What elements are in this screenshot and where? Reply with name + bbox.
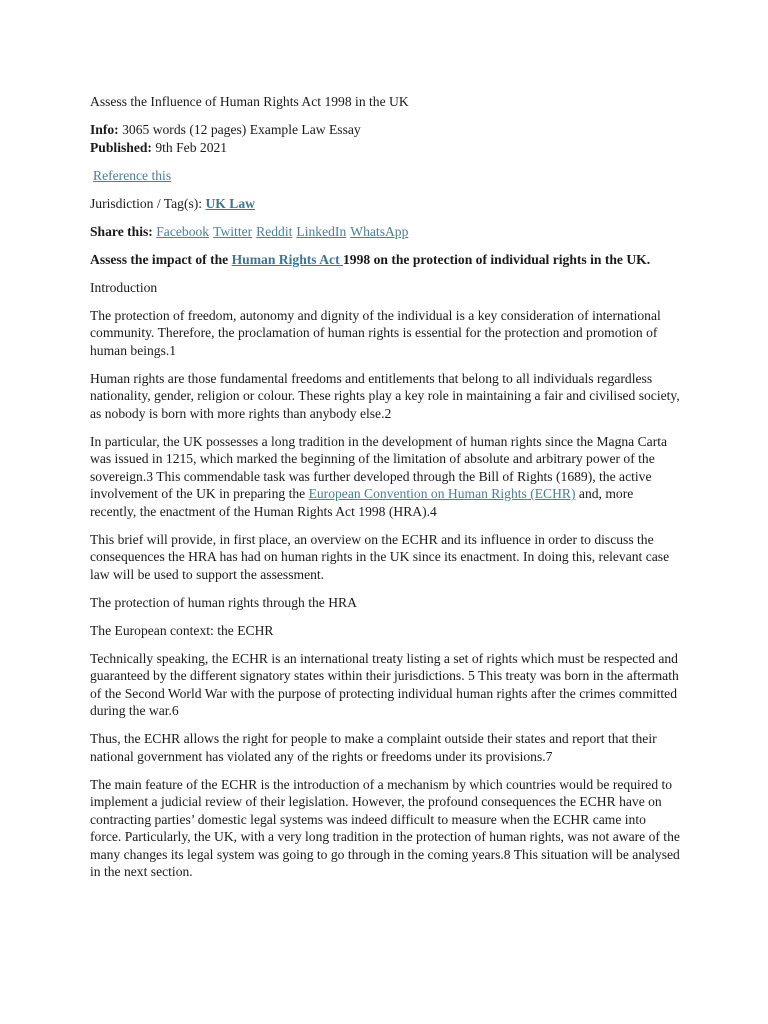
reference-this-link[interactable]: Reference this (93, 167, 172, 183)
paragraph-7: The main feature of the ECHR is the introduction of a mechanism by which countries would be required to implement a judicial review of their legislation. However, the profound consequences the ECHR have on contracting parties’ domestic legal systems was indeed difficult to measure when the ECHR came into force. Particularly, the UK, with a very long tradition in the protection of human rights, was not aware of the many changes its legal system was going to go through in the coming years.8 This situation will be analysed in the next section. (90, 776, 680, 879)
section-heading-hra: The protection of human rights through the HRA (90, 594, 357, 610)
paragraph-4: This brief will provide, in first place, an overview on the ECHR and its influence in order to discuss the consequences the HRA has had on human rights in the UK since its enactment. In doing this, relevant case law will be used to support the assessment. (90, 531, 670, 582)
paragraph-5: Technically speaking, the ECHR is an international treaty listing a set of rights which must be respected and guaranteed by the different signatory states within their jurisdictions. 5 This treaty was born in the aftermath of the Second World War with the purpose of protecting individual human rights after the crimes committed during the war.6 (90, 650, 679, 718)
paragraph-3 (90, 433, 680, 521)
tag-uk-law-link[interactable]: UK Law (205, 195, 255, 211)
paragraph-3-text-before: In particular, the UK possesses a long tradition in the development of human rights since the Magna Carta was issued in 1215, which marked the beginning of the limitation of absolute and arbitrary power of the sovereign.3 This commendable task was further developed through the Bill of Rights (1689), the active involvement of the UK in preparing the (90, 433, 668, 501)
share-label: Share this: (90, 223, 153, 239)
page-title: Assess the Influence of Human Rights Act 1998 in the UK (90, 94, 409, 109)
share-linkedin-link[interactable]: LinkedIn (296, 223, 347, 239)
article (90, 93, 680, 891)
question-text-before: Assess the impact of the (90, 251, 232, 267)
share-row (90, 223, 680, 241)
paragraph-3-text-after: and, more recently, the enactment of the Human Rights Act 1998 (HRA).4 (90, 486, 634, 519)
essay-question (90, 251, 680, 269)
jurisdiction-label: Jurisdiction / Tag(s): (90, 195, 206, 211)
share-reddit-link[interactable]: Reddit (256, 223, 293, 239)
info-label: Info: (90, 122, 119, 137)
jurisdiction-row (90, 195, 680, 213)
section-heading-echr: The European context: the ECHR (90, 622, 274, 638)
share-twitter-link[interactable]: Twitter (213, 223, 253, 239)
share-whatsapp-link[interactable]: WhatsApp (350, 223, 409, 239)
section-heading-introduction: Introduction (90, 279, 158, 295)
paragraph-2: Human rights are those fundamental freedoms and entitlements that belong to all individuals regardless nationality, gender, religion or colour. These rights play a key role in maintaining a fair and civilised society, as nobody is born with more rights than anybody else.2 (90, 370, 680, 421)
published-label: Published: (90, 139, 152, 155)
share-facebook-link[interactable]: Facebook (156, 223, 210, 239)
question-text-after: 1998 on the protection of individual rights in the UK. (343, 251, 651, 267)
published-value: 9th Feb 2021 (151, 139, 228, 155)
article-info (90, 121, 680, 156)
echr-link[interactable]: European Convention on Human Rights (ECHR) (308, 486, 576, 501)
reference-row (90, 167, 680, 185)
paragraph-6: Thus, the ECHR allows the right for people to make a complaint outside their states and report that their national government has violated any of the rights or freedoms under its provisions.7 (90, 731, 657, 764)
info-value: 3065 words (12 pages) Example Law Essay (118, 122, 361, 137)
paragraph-1: The protection of freedom, autonomy and dignity of the individual is a key consideration of international community. Therefore, the proclamation of human rights is essential for the protection and promotion of human beings.1 (90, 307, 661, 358)
human-rights-act-link[interactable]: Human Rights Act (231, 251, 343, 267)
